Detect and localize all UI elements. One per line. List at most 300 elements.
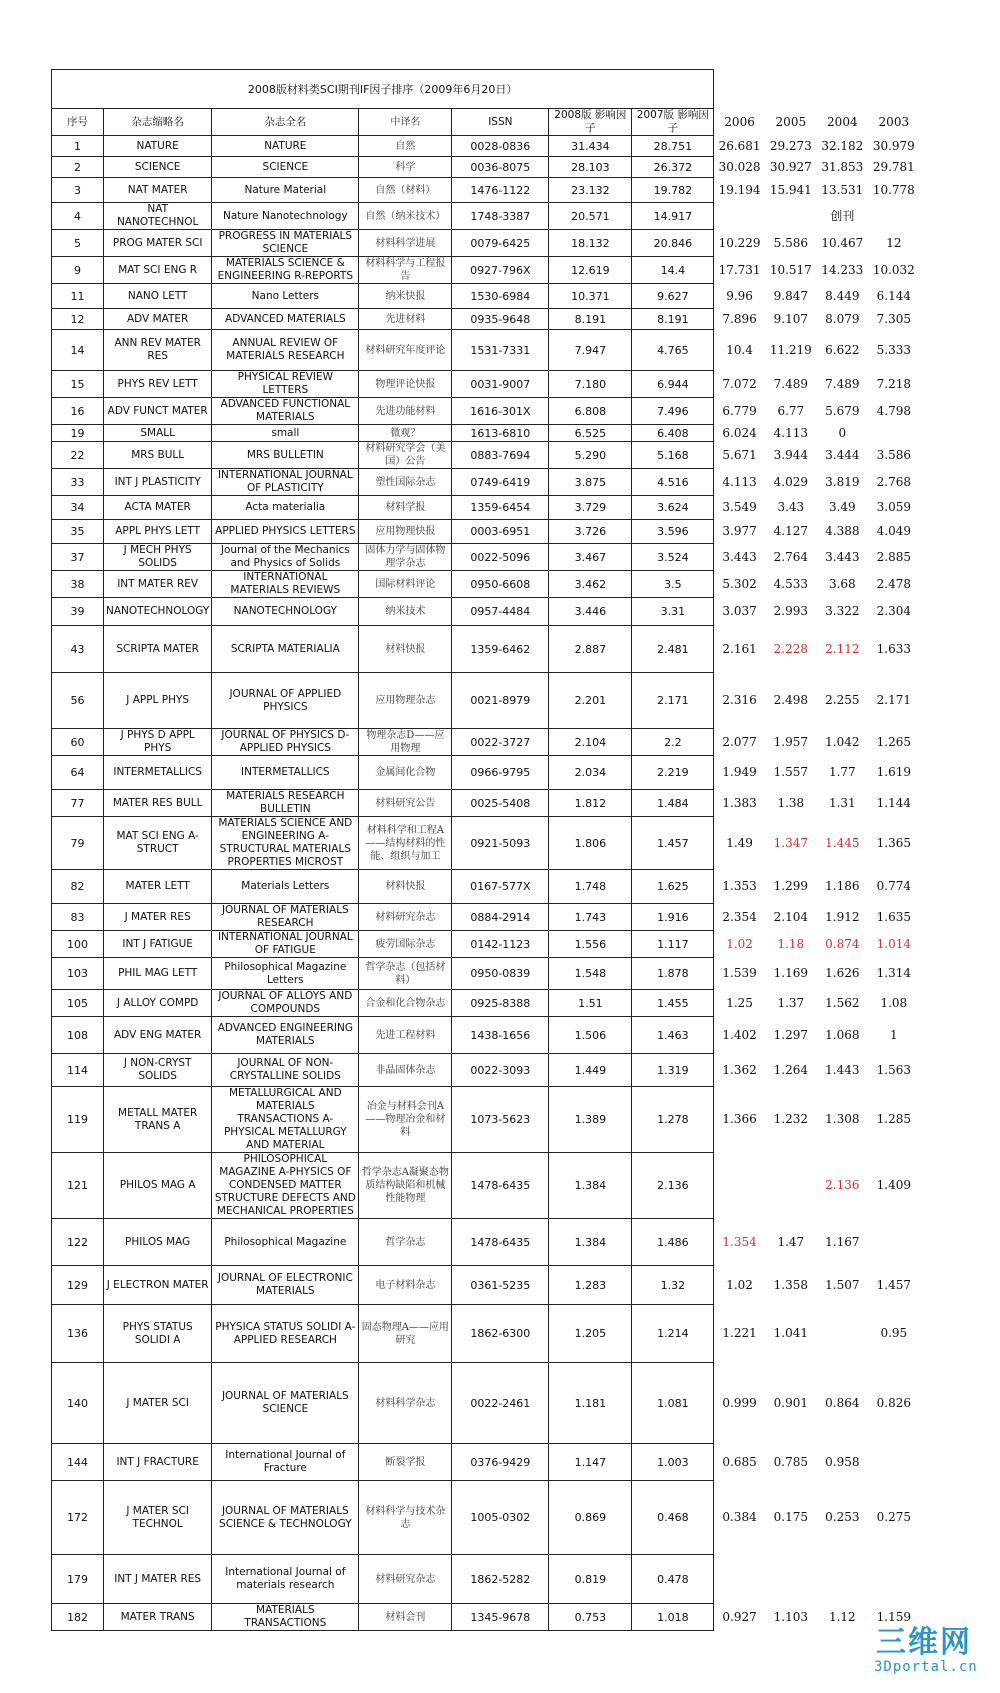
cell-y2005: 1.169 [773, 966, 808, 980]
cell-issn: 0003-6951 [452, 520, 549, 544]
cell-full: Nature Nanotechnology [212, 203, 359, 230]
table-row [52, 1266, 920, 1305]
cell-if2008: 0.819 [549, 1555, 632, 1604]
cell-y2004: 1.443 [825, 1062, 860, 1077]
cell-no: 64 [52, 756, 104, 790]
cell-y2006: 1.353 [722, 879, 757, 893]
cell-cn: 材料学报 [359, 496, 452, 520]
header-issn: ISSN [452, 109, 549, 136]
cell-if2007: 3.596 [632, 520, 714, 544]
table-row [52, 1017, 920, 1054]
cell-y2005 [765, 1555, 817, 1604]
cell-if2007: 1.214 [632, 1305, 714, 1363]
cell-if2007: 3.624 [632, 496, 714, 520]
cell-y2006: 1.362 [722, 1062, 757, 1077]
cell-full: MATERIALS RESEARCH BULLETIN [212, 790, 359, 817]
cell-no: 2 [52, 157, 104, 178]
cell-no: 119 [52, 1087, 104, 1153]
cell-abbr: J ELECTRON MATER [104, 1266, 212, 1305]
cell-abbr: MRS BULL [104, 442, 212, 469]
cell-issn: 1862-6300 [452, 1305, 549, 1363]
cell-y2005: 10.517 [769, 262, 812, 277]
table-row [52, 544, 920, 571]
cell-full: PHYSICA STATUS SOLIDI A-APPLIED RESEARCH [212, 1305, 359, 1363]
cell-y2003: 0.826 [876, 1395, 911, 1410]
cell-y2006: 1.02 [726, 1277, 753, 1292]
cell-abbr: PHILOS MAG [104, 1219, 212, 1266]
cell-y2006: 3.549 [722, 500, 757, 514]
cell-no: 182 [52, 1604, 104, 1631]
cell-y2003: 6.144 [876, 288, 911, 303]
cell-issn: 0025-5408 [452, 790, 549, 817]
cell-issn: 1359-6462 [452, 626, 549, 673]
header-abbr: 杂志缩略名 [104, 109, 212, 136]
cell-if2007: 1.278 [632, 1087, 714, 1153]
cell-full: ADVANCED FUNCTIONAL MATERIALS [212, 398, 359, 425]
cell-issn: 0021-8979 [452, 673, 549, 729]
cell-y2006: 1.354 [722, 1234, 757, 1249]
cell-y2003: 1.563 [876, 1062, 911, 1077]
cell-issn: 1862-5282 [452, 1555, 549, 1604]
cell-y2005: 9.107 [773, 311, 808, 326]
cell-cn: 材料研究公告 [359, 790, 452, 817]
cell-issn: 0036-8075 [452, 157, 549, 178]
cell-full: INTERNATIONAL JOURNAL OF FATIGUE [212, 931, 359, 958]
cell-y2003: 1.365 [876, 835, 911, 850]
cell-y2004: 6.622 [825, 342, 860, 357]
table-row [52, 398, 920, 425]
cell-if2007: 1.081 [632, 1363, 714, 1444]
cell-y2006: 26.681 [718, 138, 761, 153]
cell-no: 77 [52, 790, 104, 817]
cell-y2005: 4.533 [773, 576, 808, 591]
cell-if2007: 0.478 [632, 1555, 714, 1604]
cell-if2007: 1.003 [632, 1444, 714, 1481]
cell-issn: 0925-8388 [452, 990, 549, 1017]
cell-y2005: 7.489 [773, 376, 808, 391]
cell-y2006: 5.302 [722, 576, 757, 591]
cell-issn: 0935-9648 [452, 309, 549, 330]
cell-y2003: 1.457 [876, 1277, 911, 1292]
table-row [52, 931, 920, 958]
cell-issn: 0079-6425 [452, 230, 549, 257]
cell-y2006: 1.49 [726, 835, 753, 850]
cell-y2003 [868, 1219, 920, 1266]
cell-issn: 1476-1122 [452, 178, 549, 203]
cell-if2008: 1.748 [549, 870, 632, 904]
cell-y2003: 2.171 [876, 693, 911, 707]
cell-y2006: 4.113 [722, 474, 757, 489]
cell-cn: 纳米技术 [359, 598, 452, 626]
cell-abbr: INT MATER REV [104, 571, 212, 598]
cell-abbr: J MATER RES [104, 904, 212, 931]
cell-y2004: 0.874 [825, 936, 860, 951]
cell-full: JOURNAL OF ALLOYS AND COMPOUNDS [212, 990, 359, 1017]
cell-y2003: 4.049 [876, 524, 911, 538]
table-row [52, 571, 920, 598]
cell-y2003 [868, 1444, 920, 1481]
cell-y2003: 1.144 [876, 795, 911, 810]
cell-abbr: J ALLOY COMPD [104, 990, 212, 1017]
cell-no: 38 [52, 571, 104, 598]
table-row [52, 958, 920, 990]
cell-y2004: 1.186 [825, 879, 860, 893]
cell-cn: 电子材料杂志 [359, 1266, 452, 1305]
cell-if2007: 2.136 [632, 1153, 714, 1219]
cell-if2008: 5.290 [549, 442, 632, 469]
cell-cn: 自然（纳米技术） [359, 203, 452, 230]
cell-y2004: 0.253 [825, 1510, 860, 1524]
cell-if2007: 1.484 [632, 790, 714, 817]
cell-y2003: 5.333 [876, 342, 911, 357]
cell-y2005: 1.47 [777, 1234, 805, 1249]
cell-y2005: 2.104 [773, 909, 808, 924]
cell-y2004: 1.167 [825, 1234, 860, 1249]
cell-if2008: 1.384 [549, 1153, 632, 1219]
cell-no: 114 [52, 1054, 104, 1087]
cell-cn: 材料会刊 [359, 1604, 452, 1631]
cell-cn: 冶金与材料会刊A——物理冶金和材料 [359, 1087, 452, 1153]
cell-y2003 [868, 425, 920, 442]
cell-abbr: MATER TRANS [104, 1604, 212, 1631]
cell-if2008: 6.525 [549, 425, 632, 442]
table-row [52, 1604, 920, 1631]
table-row [52, 756, 920, 790]
table-row [52, 136, 920, 157]
cell-if2007: 5.168 [632, 442, 714, 469]
cell-issn: 0957-4484 [452, 598, 549, 626]
cell-full: Philosophical Magazine Letters [212, 958, 359, 990]
cell-no: 129 [52, 1266, 104, 1305]
cell-abbr: PHIL MAG LETT [104, 958, 212, 990]
table-row [52, 1305, 920, 1363]
cell-if2008: 7.947 [549, 330, 632, 371]
cell-full: PHYSICAL REVIEW LETTERS [212, 371, 359, 398]
cell-y2004: 2.136 [825, 1178, 860, 1192]
table-row [52, 1153, 920, 1219]
cell-y2005: 4.029 [773, 474, 808, 489]
cell-y2004: 2.255 [825, 693, 860, 707]
cell-no: 19 [52, 425, 104, 442]
cell-issn: 0142-1123 [452, 931, 549, 958]
cell-if2008: 10.371 [549, 284, 632, 309]
cell-no: 140 [52, 1363, 104, 1444]
cell-if2007: 14.4 [632, 257, 714, 284]
cell-full: ANNUAL REVIEW OF MATERIALS RESEARCH [212, 330, 359, 371]
cell-y2003: 1.409 [876, 1178, 911, 1192]
cell-if2007: 4.516 [632, 469, 714, 496]
cell-issn: 1616-301X [452, 398, 549, 425]
cell-full: SCIENCE [212, 157, 359, 178]
cell-cn: 先进材料 [359, 309, 452, 330]
cell-no: 60 [52, 729, 104, 756]
cell-full: ADVANCED ENGINEERING MATERIALS [212, 1017, 359, 1054]
cell-full: JOURNAL OF APPLIED PHYSICS [212, 673, 359, 729]
table-row [52, 626, 920, 673]
cell-y2005: 15.941 [769, 182, 812, 197]
cell-y2006: 1.949 [722, 765, 757, 779]
cell-y2003: 2.768 [876, 474, 911, 489]
cell-abbr: NAT MATER [104, 178, 212, 203]
cell-abbr: J APPL PHYS [104, 673, 212, 729]
cell-full: INTERMETALLICS [212, 756, 359, 790]
cell-y2006: 2.316 [722, 693, 757, 707]
cell-abbr: APPL PHYS LETT [104, 520, 212, 544]
table-row [52, 870, 920, 904]
cell-if2007: 0.468 [632, 1481, 714, 1555]
cell-y2004: 31.853 [821, 159, 864, 174]
cell-if2007: 2.219 [632, 756, 714, 790]
cell-if2007: 1.018 [632, 1604, 714, 1631]
cell-no: 11 [52, 284, 104, 309]
cell-if2007: 3.5 [632, 571, 714, 598]
cell-full: MATERIALS SCIENCE AND ENGINEERING A-STRUCTURAL MATERIALS PROPERTIES MICROST [212, 817, 359, 870]
cell-cn: 哲学杂志 [359, 1219, 452, 1266]
cell-y2006: 1.402 [722, 1027, 757, 1042]
cell-cn: 物理评论快报 [359, 371, 452, 398]
cell-y2003: 30.979 [872, 138, 915, 153]
cell-abbr: MATER RES BULL [104, 790, 212, 817]
cell-cn: 材料研究杂志 [359, 1555, 452, 1604]
cell-y2004 [817, 1305, 868, 1363]
cell-issn: 1478-6435 [452, 1219, 549, 1266]
cell-y2003: 1.635 [876, 909, 911, 924]
table-row [52, 1444, 920, 1481]
cell-y2003: 12 [886, 235, 902, 250]
cell-y2005: 0.785 [773, 1454, 808, 1469]
cell-no: 34 [52, 496, 104, 520]
cell-y2003: 1.285 [876, 1112, 911, 1126]
cell-if2008: 1.548 [549, 958, 632, 990]
cell-y2004: 1.068 [825, 1027, 860, 1042]
cell-if2007: 1.916 [632, 904, 714, 931]
cell-cn: 疲劳国际杂志 [359, 931, 452, 958]
cell-if2008: 3.446 [549, 598, 632, 626]
table-row [52, 1481, 920, 1555]
cell-y2003: 0.774 [876, 879, 911, 893]
cell-abbr: NATURE [104, 136, 212, 157]
cell-y2006 [714, 203, 765, 230]
cell-cn: 材料研究年度评论 [359, 330, 452, 371]
table-row [52, 1087, 920, 1153]
cell-issn: 1478-6435 [452, 1153, 549, 1219]
cell-y2006: 0.999 [722, 1395, 757, 1410]
cell-issn: 0883-7694 [452, 442, 549, 469]
cell-issn: 1005-0302 [452, 1481, 549, 1555]
cell-if2008: 3.726 [549, 520, 632, 544]
table-row [52, 904, 920, 931]
cell-y2006: 5.671 [722, 447, 757, 462]
cell-abbr: INT J MATER RES [104, 1555, 212, 1604]
cell-y2004: 1.308 [825, 1112, 860, 1126]
cell-abbr: J NON-CRYST SOLIDS [104, 1054, 212, 1087]
table-row [52, 1363, 920, 1444]
cell-abbr: NAT NANOTECHNOL [104, 203, 212, 230]
cell-y2005: 1.297 [773, 1027, 808, 1042]
cell-if2008: 2.201 [549, 673, 632, 729]
cell-y2003: 1.014 [876, 936, 911, 951]
cell-cn: 哲学杂志A凝聚态物质结构缺陷和机械性能物理 [359, 1153, 452, 1219]
header-no: 序号 [52, 109, 104, 136]
table-row [52, 330, 920, 371]
table-row [52, 425, 920, 442]
cell-cn: 材料科学杂志 [359, 1363, 452, 1444]
table-row [52, 1555, 920, 1604]
cell-no: 35 [52, 520, 104, 544]
cell-issn: 0028-0836 [452, 136, 549, 157]
cell-y2006 [714, 1153, 765, 1219]
cell-if2007: 2.481 [632, 626, 714, 673]
cell-full: PHILOSOPHICAL MAGAZINE A-PHYSICS OF CONDENSED MATTER STRUCTURE DEFECTS AND MECHANICAL PROPERTIES [212, 1153, 359, 1219]
cell-y2004: 13.531 [821, 182, 864, 197]
header-2005: 2005 [775, 114, 807, 129]
cell-y2006: 0.927 [722, 1609, 757, 1624]
cell-y2003: 4.798 [876, 403, 911, 418]
cell-issn: 0361-5235 [452, 1266, 549, 1305]
cell-full: INTERNATIONAL JOURNAL OF PLASTICITY [212, 469, 359, 496]
cell-if2007: 9.627 [632, 284, 714, 309]
cell-issn: 1531-7331 [452, 330, 549, 371]
cell-abbr: INTERMETALLICS [104, 756, 212, 790]
cell-if2008: 0.869 [549, 1481, 632, 1555]
cell-y2006: 10.4 [726, 342, 753, 357]
table-row [52, 178, 920, 203]
cell-if2008: 1.806 [549, 817, 632, 870]
table-row [52, 371, 920, 398]
cell-y2003: 2.304 [876, 604, 911, 618]
cell-abbr: NANO LETT [104, 284, 212, 309]
cell-y2004: 7.489 [825, 376, 860, 391]
cell-y2004: 1.507 [825, 1277, 860, 1292]
cell-full: Materials Letters [212, 870, 359, 904]
cell-full: Philosophical Magazine [212, 1219, 359, 1266]
cell-if2007: 19.782 [632, 178, 714, 203]
cell-no: 15 [52, 371, 104, 398]
table-row [52, 729, 920, 756]
cell-abbr: ADV ENG MATER [104, 1017, 212, 1054]
table-row [52, 520, 920, 544]
cell-no: 14 [52, 330, 104, 371]
cell-y2004: 8.449 [825, 288, 860, 303]
cell-abbr: NANOTECHNOLOGY [104, 598, 212, 626]
cell-y2006: 3.443 [722, 549, 757, 564]
cell-y2004: 3.49 [828, 500, 856, 514]
cell-full: MATERIALS SCIENCE & ENGINEERING R-REPORTS [212, 257, 359, 284]
table-row [52, 817, 920, 870]
cell-if2007: 4.765 [632, 330, 714, 371]
cell-y2006 [714, 1555, 765, 1604]
cell-if2007: 1.457 [632, 817, 714, 870]
cell-full: MRS BULLETIN [212, 442, 359, 469]
cell-y2004: 1.562 [825, 995, 860, 1010]
cell-if2007: 2.2 [632, 729, 714, 756]
cell-full: NANOTECHNOLOGY [212, 598, 359, 626]
cell-issn: 0950-0839 [452, 958, 549, 990]
cell-no: 144 [52, 1444, 104, 1481]
cell-y2004: 4.388 [825, 524, 860, 538]
cell-no: 37 [52, 544, 104, 571]
cell-cn: 材料科学进展 [359, 230, 452, 257]
cell-issn: 0022-2461 [452, 1363, 549, 1444]
cell-no: 5 [52, 230, 104, 257]
cell-y2004: 3.443 [825, 549, 860, 564]
cell-y2005: 29.273 [769, 138, 812, 153]
cell-issn: 1438-1656 [452, 1017, 549, 1054]
cell-no: 100 [52, 931, 104, 958]
cell-full: SCRIPTA MATERIALIA [212, 626, 359, 673]
cell-if2007: 8.191 [632, 309, 714, 330]
cell-y2005: 9.847 [773, 288, 808, 303]
cell-y2005: 5.586 [773, 235, 808, 250]
header-chinese-name: 中译名 [359, 109, 452, 136]
cell-issn: 1613-6810 [452, 425, 549, 442]
table-row [52, 309, 920, 330]
cell-cn: 纳米快报 [359, 284, 452, 309]
cell-no: 103 [52, 958, 104, 990]
cell-cn: 材料研究杂志 [359, 904, 452, 931]
cell-abbr: INT J FRACTURE [104, 1444, 212, 1481]
cell-cn: 材料科学与工程报告 [359, 257, 452, 284]
cell-no: 43 [52, 626, 104, 673]
cell-y2004: 1.042 [825, 734, 860, 749]
cell-no: 82 [52, 870, 104, 904]
cell-y2005: 11.219 [769, 342, 812, 357]
cell-y2004: 32.182 [821, 138, 864, 153]
cell-abbr: J PHYS D APPL PHYS [104, 729, 212, 756]
cell-if2008: 1.147 [549, 1444, 632, 1481]
cell-y2005: 3.43 [777, 500, 805, 514]
cell-full: Nature Material [212, 178, 359, 203]
cell-issn: 1359-6454 [452, 496, 549, 520]
cell-if2008: 3.467 [549, 544, 632, 571]
cell-no: 136 [52, 1305, 104, 1363]
cell-y2004: 0.958 [825, 1454, 860, 1469]
cell-if2008: 6.808 [549, 398, 632, 425]
cell-abbr: MAT SCI ENG R [104, 257, 212, 284]
cell-issn: 0376-9429 [452, 1444, 549, 1481]
cell-if2007: 1.625 [632, 870, 714, 904]
cell-y2006: 2.161 [722, 641, 757, 656]
cell-if2008: 23.132 [549, 178, 632, 203]
cell-y2005: 1.18 [777, 936, 805, 951]
cell-y2005: 1.232 [773, 1112, 808, 1126]
cell-if2008: 2.887 [549, 626, 632, 673]
cell-abbr: ACTA MATER [104, 496, 212, 520]
cell-y2006: 6.779 [722, 403, 757, 418]
cell-y2004: 10.467 [821, 235, 864, 250]
cell-y2003: 1.08 [880, 995, 908, 1010]
cell-abbr: J MATER SCI TECHNOL [104, 1481, 212, 1555]
cell-y2004: 3.819 [825, 474, 860, 489]
cell-if2008: 1.283 [549, 1266, 632, 1305]
cell-y2003: 10.778 [872, 182, 915, 197]
cell-y2003 [868, 203, 920, 230]
cell-full: MATERIALS TRANSACTIONS [212, 1604, 359, 1631]
cell-if2007: 7.496 [632, 398, 714, 425]
cell-if2008: 2.104 [549, 729, 632, 756]
cell-abbr: MATER LETT [104, 870, 212, 904]
cell-no: 108 [52, 1017, 104, 1054]
cell-issn: 0167-577X [452, 870, 549, 904]
cell-cn: 物理杂志D——应用物理 [359, 729, 452, 756]
cell-if2007: 6.944 [632, 371, 714, 398]
cell-y2004: 3.68 [828, 576, 856, 591]
cell-no: 79 [52, 817, 104, 870]
cell-cn: 自然 [359, 136, 452, 157]
table-row [52, 990, 920, 1017]
cell-if2007: 3.31 [632, 598, 714, 626]
cell-issn: 0950-6608 [452, 571, 549, 598]
